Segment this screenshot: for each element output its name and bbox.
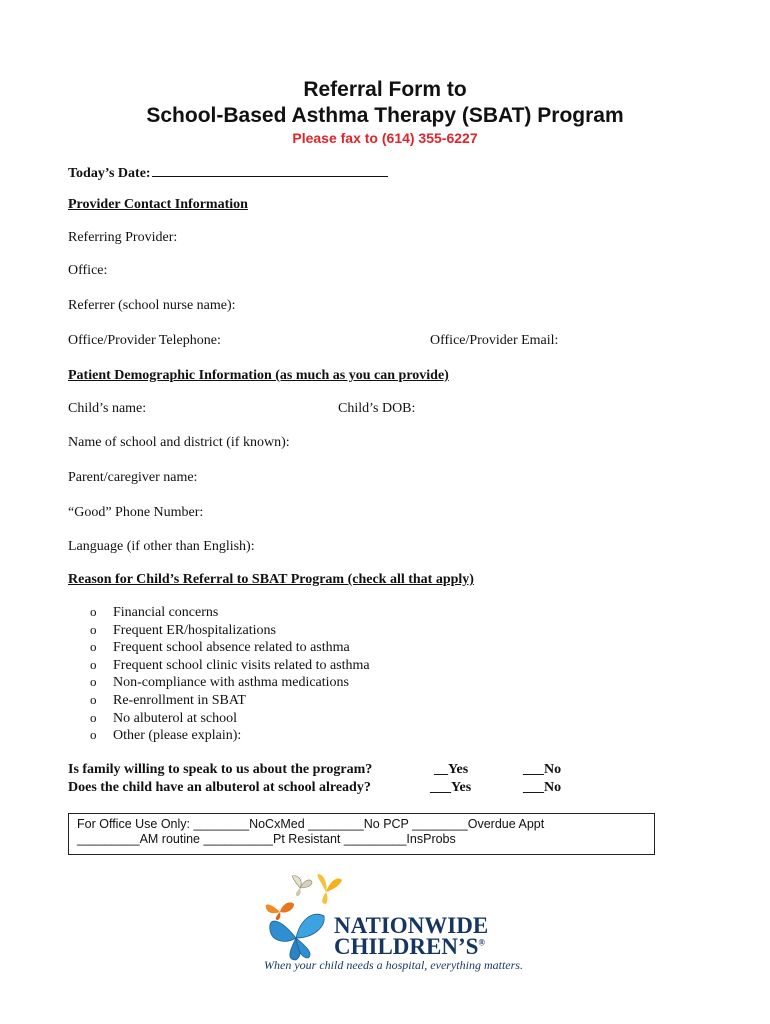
office-telephone-label: Office/Provider Telephone:: [68, 333, 221, 348]
family-willing-yes-option[interactable]: __Yes: [434, 762, 469, 777]
reasons-checklist: [90, 603, 370, 744]
brand-name-text: CHILDREN’S: [334, 934, 479, 959]
referring-provider-label: Referring Provider:: [68, 230, 178, 245]
checkbox-bullet-icon[interactable]: o: [90, 621, 97, 637]
form-title-line2: School-Based Asthma Therapy (SBAT) Program: [146, 104, 624, 127]
reason-label: Frequent ER/hospitalizations: [113, 622, 276, 638]
question-family-willing: Is family willing to speak to us about the program?: [68, 762, 373, 777]
question-albuterol-at-school: Does the child have an albuterol at school already?: [68, 780, 371, 795]
family-willing-no-option[interactable]: ___No: [523, 762, 562, 777]
reason-item[interactable]: [90, 691, 370, 709]
todays-date-line[interactable]: [152, 164, 388, 177]
referrer-label: Referrer (school nurse name):: [68, 298, 236, 313]
reason-item[interactable]: [90, 673, 370, 691]
brand-tagline: When your child needs a hospital, everything matters.: [264, 958, 523, 972]
patient-section-heading: Patient Demographic Information (as much as you can provide): [68, 368, 449, 383]
albuterol-no-option[interactable]: ___No: [523, 780, 562, 795]
checkbox-bullet-icon[interactable]: o: [90, 674, 97, 690]
provider-section-heading: Provider Contact Information: [68, 197, 248, 212]
language-label: Language (if other than English):: [68, 539, 255, 554]
reason-label: No albuterol at school: [113, 710, 238, 726]
checkbox-bullet-icon[interactable]: o: [90, 639, 97, 655]
registered-mark: ®: [478, 937, 486, 948]
reason-item[interactable]: [90, 656, 370, 674]
childs-name-label: Child’s name:: [68, 401, 147, 416]
checkbox-bullet-icon[interactable]: o: [90, 709, 97, 725]
office-label: Office:: [68, 263, 108, 278]
brand-name-line1: NATIONWIDE: [334, 913, 489, 938]
checkbox-bullet-icon[interactable]: o: [90, 691, 97, 707]
checkbox-bullet-icon[interactable]: o: [90, 727, 97, 743]
reason-item[interactable]: [90, 709, 370, 727]
school-district-label: Name of school and district (if known):: [68, 435, 290, 450]
reason-label: Other (please explain):: [113, 728, 242, 744]
todays-date-row: [68, 164, 388, 182]
reason-label: Frequent school absence related to asthma: [113, 640, 350, 656]
form-title-line1: Referral Form to: [303, 78, 467, 101]
reason-label: Non-compliance with asthma medications: [113, 675, 349, 691]
reason-item[interactable]: [90, 603, 370, 621]
albuterol-yes-option[interactable]: ___Yes: [430, 780, 472, 795]
reason-label: Re-enrollment in SBAT: [113, 692, 246, 708]
reason-item[interactable]: [90, 621, 370, 639]
reasons-heading: Reason for Child’s Referral to SBAT Program (check all that apply): [68, 572, 474, 587]
reason-label: Frequent school clinic visits related to asthma: [113, 657, 370, 673]
parent-name-label: Parent/caregiver name:: [68, 470, 198, 485]
childs-dob-label: Child’s DOB:: [338, 401, 416, 416]
office-email-label: Office/Provider Email:: [430, 333, 559, 348]
brand-name-line2: [334, 934, 485, 960]
reason-item[interactable]: [90, 638, 370, 656]
office-use-box: [68, 813, 655, 855]
office-use-line2: _________AM routine __________Pt Resistant _________InsProbs: [77, 832, 456, 846]
office-use-line1: For Office Use Only: ________NoCxMed ________No PCP ________Overdue Appt: [77, 817, 545, 831]
reason-label: Financial concerns: [113, 605, 219, 620]
checkbox-bullet-icon[interactable]: o: [90, 604, 97, 619]
good-phone-label: “Good” Phone Number:: [68, 505, 204, 520]
reason-item[interactable]: [90, 726, 370, 744]
fax-instruction: Please fax to (614) 355-6227: [292, 130, 478, 146]
todays-date-label: Today’s Date:: [68, 166, 151, 181]
checkbox-bullet-icon[interactable]: o: [90, 656, 97, 672]
